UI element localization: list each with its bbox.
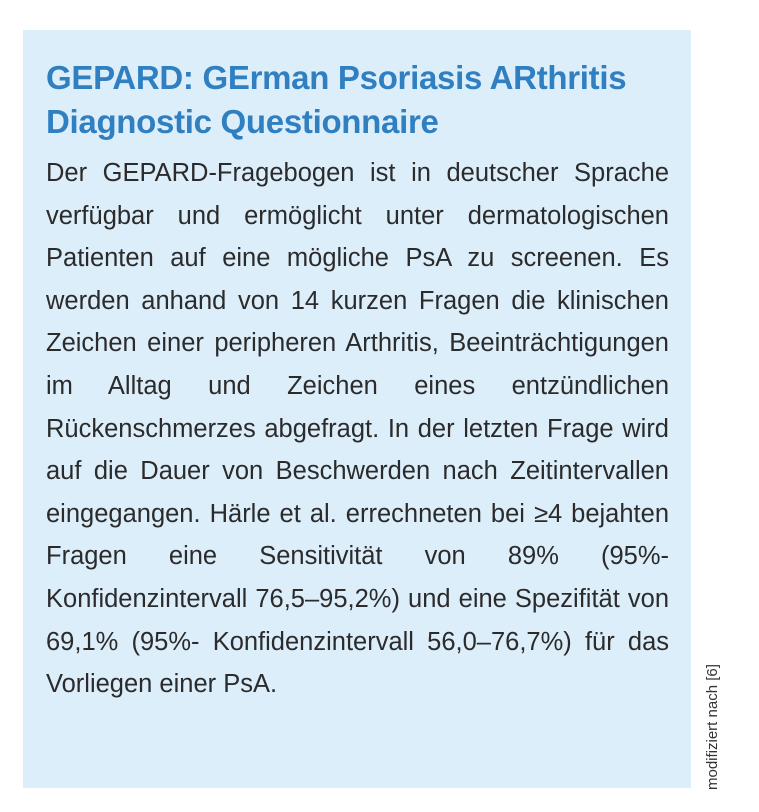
info-box (23, 30, 691, 788)
box-body-text: Der GEPARD-Fragebogen ist in deutscher Sprache verfügbar und ermöglicht unter dermatologischen Patienten auf eine mögliche PsA zu screenen. Es werden anhand von 14 kurzen Fragen die klinischen Zeichen einer peripheren Arthritis, Beeinträchtigungen im Alltag und Zeichen eines entzündlichen Rückenschmerzes abgefragt. In der letzten Frage wird auf die Dauer von Beschwerden nach Zeitintervallen eingegangen. Härle et al. errechneten bei ≥4 bejahten Fragen eine Sensitivität von 89% (95%-Konfidenzintervall 76,5–95,2%) und eine Spezifität von 69,1% (95%- Konfidenzintervall 56,0–76,7%) für das Vorliegen einer PsA. (46, 159, 669, 699)
box-title: GEPARD: GErman Psoriasis ARthritis Diagnostic Questionnaire (46, 59, 627, 140)
source-note: modifiziert nach [6] (704, 664, 721, 790)
